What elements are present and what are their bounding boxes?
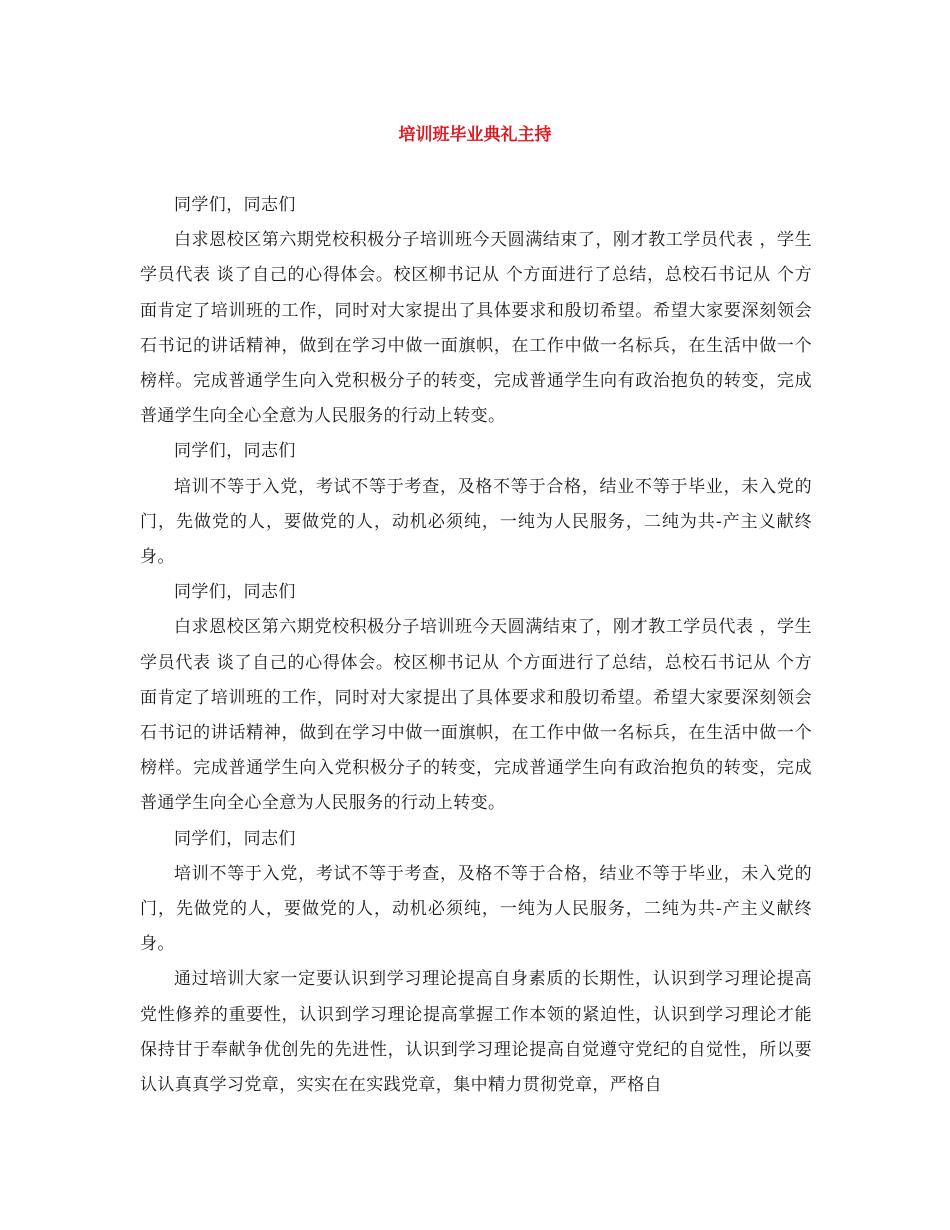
paragraph-body: 白求恩校区第六期党校积极分子培训班今天圆满结束了，刚才教工学员代表 ，学生学员代表 谈了自己的心得体会。校区柳书记从 个方面进行了总结，总校石书记从 个方面肯定了培训班的工作，同时对大家提出了具体要求和殷切希望。希望大家要深刻领会石书记的讲话精神，做到在学习中做一面旗帜，在工作中做一名标兵，在生活中做一个榜样。完成普通学生向入党积极分子的转变，完成普通学生向有政治抱负的转变，完成普通学生向全心全意为人民服务的行动上转变。 — [140, 617, 812, 814]
paragraph-body: 培训不等于入党，考试不等于考查，及格不等于合格，结业不等于毕业，未入党的门，先做党的人，要做党的人，动机必须纯，一纯为人民服务，二纯为共-产主义献终身。 — [140, 863, 812, 955]
paragraph-body: 白求恩校区第六期党校积极分子培训班今天圆满结束了，刚才教工学员代表 ，学生学员代表 谈了自己的心得体会。校区柳书记从 个方面进行了总结，总校石书记从 个方面肯定了培训班的工作，同时对大家提出了具体要求和殷切希望。希望大家要深刻领会石书记的讲话精神，做到在学习中做一面旗帜，在工作中做一名标兵，在生活中做一个榜样。完成普通学生向入党积极分子的转变，完成普通学生向有政治抱负的转变，完成普通学生向全心全意为人民服务的行动上转变。 — [140, 230, 812, 427]
paragraph-body: 通过培训大家一定要认识到学习理论提高自身素质的长期性，认识到学习理论提高党性修养的重要性，认识到学习理论提高掌握工作本领的紧迫性，认识到学习理论才能保持甘于奉献争优创先的先进性，认识到学习理论提高自觉遵守党纪的自觉性，所以要认认真真学习党章，实实在在实践党章，集中精力贯彻党章，严格自 — [140, 969, 812, 1096]
paragraph-body: 培训不等于入党，考试不等于考查，及格不等于合格，结业不等于毕业，未入党的门，先做党的人，要做党的人，动机必须纯，一纯为人民服务，二纯为共-产主义献终身。 — [140, 476, 812, 568]
paragraph-greeting: 同学们，同志们 — [174, 582, 296, 603]
paragraph-greeting: 同学们，同志们 — [174, 828, 296, 849]
document-title: 培训班毕业典礼主持 — [398, 125, 552, 145]
document-body — [140, 188, 812, 1103]
paragraph-greeting: 同学们，同志们 — [174, 441, 296, 462]
paragraph-greeting: 同学们，同志们 — [174, 195, 296, 215]
